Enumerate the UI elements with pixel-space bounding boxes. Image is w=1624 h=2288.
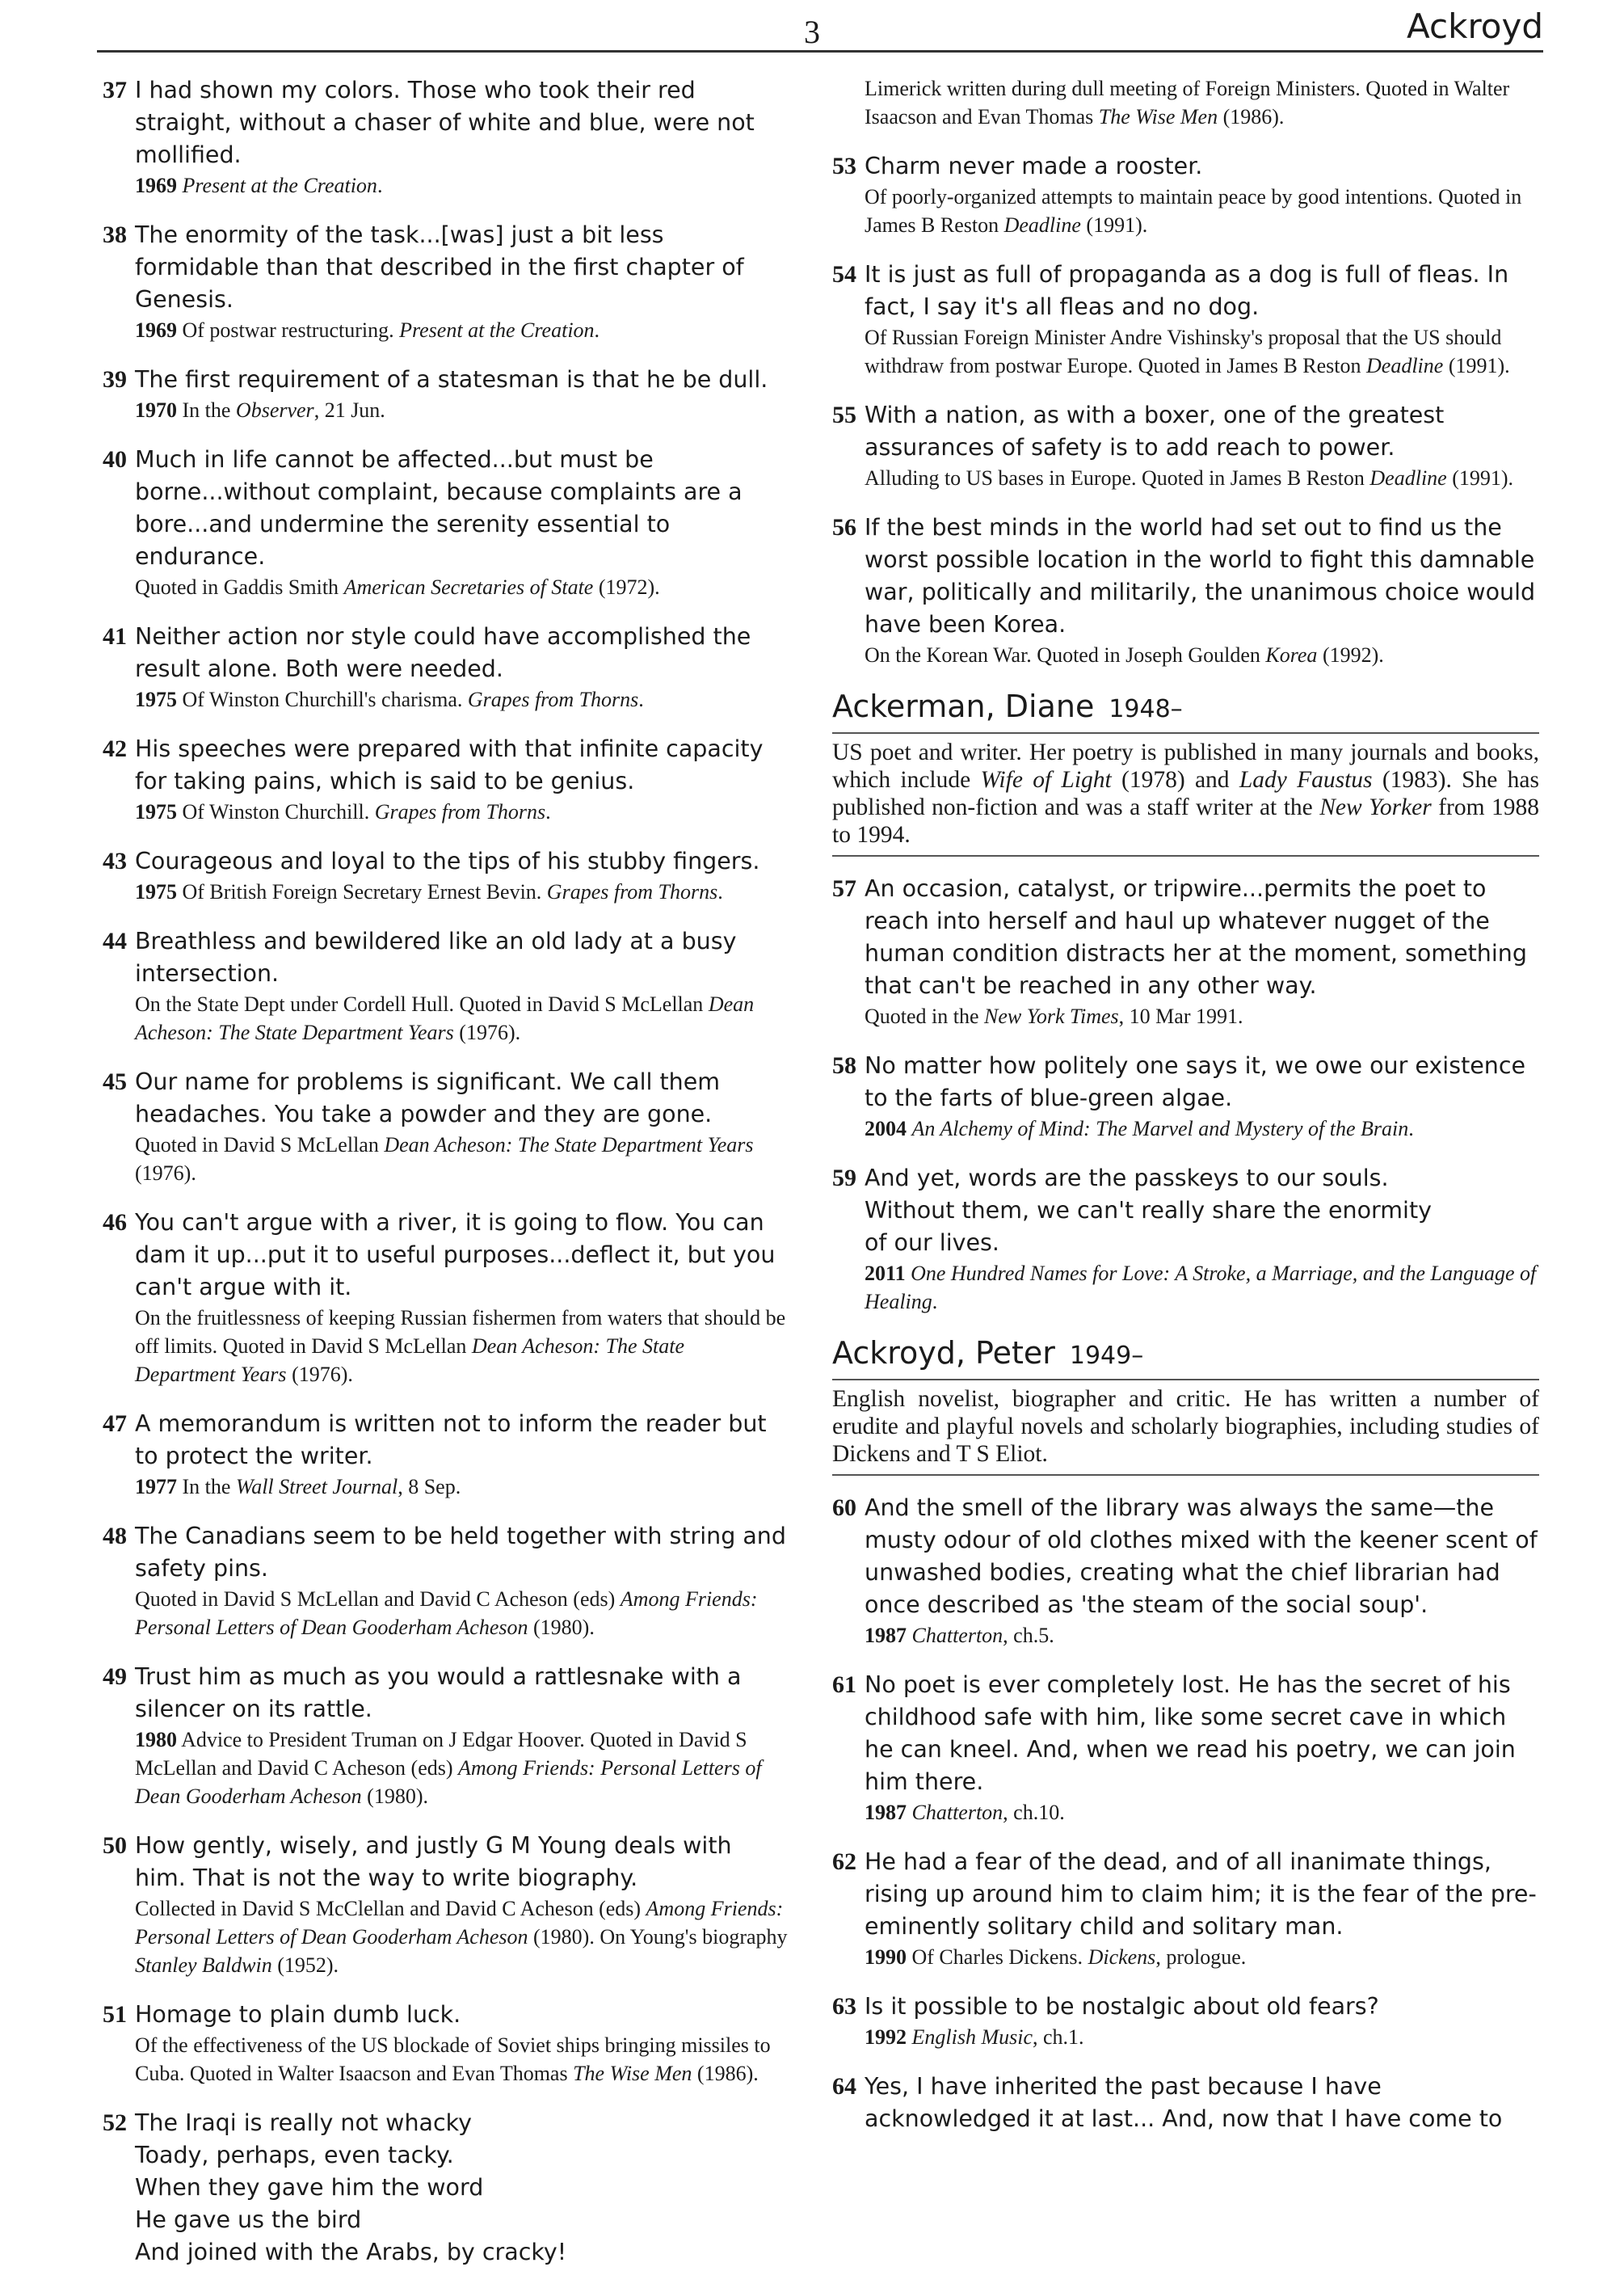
quote-text: A memorandum is written not to inform the reader but to protect the writer. <box>135 1410 767 1469</box>
source-text: Of postwar restructuring. <box>177 318 400 342</box>
italic-title: One Hundred Names for Love: A Stroke, a Marriage, and the Language of Healing <box>865 1262 1537 1313</box>
source-text: Of poorly-organized attempts to maintain peace by good intentions. Quoted in James B Reston <box>865 185 1522 237</box>
source-text: (1978) and <box>1111 767 1239 793</box>
quote-text: An occasion, catalyst, or tripwire...permits the poet to reach into herself and haul up whatever nugget of the human condition distracts her at the moment, something that can't be reached in any other way. <box>865 875 1527 999</box>
quote-number: 45 <box>103 1068 127 1095</box>
quote-source <box>865 1798 1539 1827</box>
year: 1987 <box>865 1801 907 1824</box>
quote-entry <box>832 2071 1539 2135</box>
source-text: , ch.5. <box>1003 1624 1054 1647</box>
quote-source <box>865 183 1539 239</box>
quote-entry <box>103 364 788 424</box>
source-text: Of the effectiveness of the US blockade of Soviet ships bringing missiles to Cuba. Quoted in Walter Isaacson and Evan Thomas <box>135 2033 771 2085</box>
quote-entry <box>103 219 788 344</box>
author-name: Ackerman, Diane <box>832 689 1095 724</box>
year: 1992 <box>865 2025 907 2049</box>
quote-text: The Canadians seem to be held together with string and safety pins. <box>135 1523 786 1582</box>
author-name: Ackroyd, Peter <box>832 1335 1055 1371</box>
source-text: , 10 Mar 1991. <box>1118 1005 1243 1028</box>
quote-source <box>865 74 1539 131</box>
quote-number: 54 <box>832 261 856 288</box>
year: 1969 <box>135 174 177 197</box>
quote-text: Homage to plain dumb luck. <box>135 2001 461 2028</box>
quote-entry <box>103 1066 788 1187</box>
quote-text: Yes, I have inherited the past because I have acknowledged it at last... And, now that I have come to <box>865 2073 1503 2132</box>
quote-number: 39 <box>103 366 127 393</box>
quote-source <box>135 798 788 826</box>
source-text: . <box>638 688 644 711</box>
quote-text: Breathless and bewildered like an old lady at a busy intersection. <box>135 928 737 987</box>
source-text: . <box>377 174 383 197</box>
italic-title: Chatterton <box>911 1801 1003 1824</box>
italic-title: Grapes from Thorns <box>546 880 718 904</box>
quote-number: 62 <box>832 1848 856 1875</box>
author-bio <box>832 1379 1539 1476</box>
source-text: , prologue. <box>1155 1945 1247 1969</box>
italic-title: Observer <box>235 398 314 422</box>
quote-number: 46 <box>103 1209 127 1236</box>
quote-source <box>865 464 1539 492</box>
quote-entry <box>103 74 788 200</box>
quote-source <box>135 685 788 714</box>
quote-entry <box>103 1999 788 2088</box>
quote-entry <box>103 733 788 826</box>
source-text: Of British Foreign Secretary Ernest Bevin. <box>177 880 547 904</box>
quote-number: 51 <box>103 2001 127 2028</box>
quote-text: Neither action nor style could have accomplished the result alone. Both were needed. <box>135 623 751 682</box>
quote-source <box>135 1725 788 1810</box>
quote-number: 58 <box>832 1052 856 1079</box>
source-text: (1952). <box>271 1953 339 1977</box>
source-text: Limerick written during dull meeting of Foreign Ministers. Quoted in Walter Isaacson and Evan Thomas <box>865 77 1510 129</box>
quote-entry <box>103 1830 788 1979</box>
quote-entry <box>103 845 788 906</box>
source-text: (1976). <box>453 1021 521 1044</box>
quote-text: How gently, wisely, and justly G M Young deals with him. That is not the way to write biography. <box>135 1832 732 1891</box>
quote-source <box>865 1115 1539 1143</box>
quote-source <box>865 1259 1539 1316</box>
author-dates: 1948– <box>1109 695 1183 723</box>
quote-entry <box>103 2107 788 2269</box>
author-heading <box>832 1335 1539 1371</box>
quote-number: 60 <box>832 1494 856 1521</box>
year: 1969 <box>135 318 177 342</box>
quote-entry <box>832 873 1539 1030</box>
quote-entry <box>832 1492 1539 1650</box>
source-text: Of Charles Dickens. <box>907 1945 1088 1969</box>
year: 2004 <box>865 1117 907 1140</box>
quote-number: 47 <box>103 1410 127 1437</box>
year: 1970 <box>135 398 177 422</box>
quote-text: You can't argue with a river, it is going to flow. You can dam it up...put it to useful purposes...deflect it, but you can't argue with it. <box>135 1209 776 1300</box>
source-text: . <box>1408 1117 1414 1140</box>
quote-text: Is it possible to be nostalgic about old fears? <box>865 1993 1379 2020</box>
source-text: (1992). <box>1317 643 1384 667</box>
quote-entry <box>832 1846 1539 1971</box>
quote-source <box>135 2031 788 2088</box>
italic-title: The Wise Men <box>1098 105 1218 129</box>
quote-text: Courageous and loyal to the tips of his stubby fingers. <box>135 848 760 874</box>
source-text: On the Korean War. Quoted in Joseph Goulden <box>865 643 1266 667</box>
quote-entry <box>103 1207 788 1388</box>
quote-entry <box>832 399 1539 492</box>
quote-source <box>135 171 788 200</box>
quote-text: His speeches were prepared with that infinite capacity for taking pains, which is said to be genius. <box>135 735 764 794</box>
quote-entry <box>832 1050 1539 1143</box>
year: 1980 <box>135 1728 177 1751</box>
quote-entry <box>103 1408 788 1501</box>
year: 1975 <box>135 688 177 711</box>
quote-entry <box>103 1661 788 1810</box>
quote-source <box>135 1585 788 1641</box>
source-text: US poet and writer. Her poetry is published in many journals and books, which include <box>832 739 1539 793</box>
quote-text: Trust him as much as you would a rattlesnake with a silencer on its rattle. <box>135 1663 742 1722</box>
quote-source <box>865 1621 1539 1650</box>
quote-text: The first requirement of a statesman is that he be dull. <box>135 366 768 393</box>
italic-title: Present at the Creation <box>182 174 377 197</box>
year: 2011 <box>865 1262 906 1285</box>
source-text: Of Russian Foreign Minister Andre Vishinsky's proposal that the US should withdraw from postwar Europe. Quoted in James B Reston <box>865 326 1502 377</box>
quote-list <box>832 1492 1539 2135</box>
source-text: Advice to President Truman on J Edgar Hoover. Quoted in David S McLellan and David C Acheson (eds) <box>135 1728 747 1780</box>
source-text: Quoted in David S McLellan and David C Acheson (eds) <box>135 1587 621 1611</box>
quote-number: 43 <box>103 848 127 874</box>
quote-source <box>865 323 1539 380</box>
quote-number: 53 <box>832 153 856 179</box>
quote-entry <box>832 1669 1539 1827</box>
source-text: Of Winston Churchill. <box>177 800 375 824</box>
italic-title: Wife of Light <box>980 767 1112 793</box>
quote-text: With a nation, as with a boxer, one of the greatest assurances of safety is to add reach to power. <box>865 402 1445 461</box>
quote-source <box>865 1943 1539 1971</box>
italic-title: Dean Acheson: The State Department Years <box>384 1133 754 1157</box>
italic-title: Among Friends: Personal Letters of Dean Gooderham Acheson <box>135 1756 762 1808</box>
author-bio <box>832 732 1539 857</box>
running-head: Ackroyd <box>1407 6 1543 46</box>
quote-text: No matter how politely one says it, we owe our existence to the farts of blue-green algae. <box>865 1052 1526 1111</box>
quote-number: 37 <box>103 77 127 103</box>
quote-text: Much in life cannot be affected...but must be borne...without complaint, because complaints are a bore...and undermine the serenity essential to endurance. <box>135 446 743 570</box>
quote-text: Our name for problems is significant. We call them headaches. You take a powder and they are gone. <box>135 1068 721 1127</box>
quote-source <box>135 1131 788 1187</box>
quote-number: 52 <box>103 2109 127 2136</box>
quote-entry <box>832 512 1539 669</box>
source-text: Quoted in David S McLellan <box>135 1133 385 1157</box>
page-number: 3 <box>804 14 820 50</box>
italic-title: Deadline <box>1366 354 1444 377</box>
quote-text: And the smell of the library was always the same—the musty odour of old clothes mixed with the keener scent of unwashed bodies, creating what the chief librarian had once described as 'the steam of the social soup'. <box>865 1494 1538 1618</box>
italic-title: Korea <box>1265 643 1318 667</box>
quote-number: 57 <box>832 875 856 902</box>
quote-number: 41 <box>103 623 127 650</box>
quote-number: 49 <box>103 1663 127 1690</box>
source-text: . <box>717 880 723 904</box>
italic-title: The Wise Men <box>573 2062 692 2085</box>
source-text: Quoted in the <box>865 1005 985 1028</box>
quote-source <box>135 316 788 344</box>
quote-continuation <box>832 74 1539 131</box>
quote-source <box>865 1002 1539 1030</box>
italic-title: Dean Acheson: The State Department Years <box>135 1334 684 1386</box>
italic-title: Stanley Baldwin <box>135 1953 272 1977</box>
source-text: Quoted in Gaddis Smith <box>135 575 344 599</box>
quote-entry <box>832 1991 1539 2051</box>
source-text: (1980). <box>361 1784 428 1808</box>
quote-text: I had shown my colors. Those who took their red straight, without a chaser of white and blue, were not mollified. <box>135 77 755 168</box>
quote-entry <box>103 621 788 714</box>
source-text: (1980). On Young's biography <box>528 1925 788 1949</box>
quote-number: 56 <box>832 514 856 541</box>
year: 1987 <box>865 1624 907 1647</box>
year: 1990 <box>865 1945 907 1969</box>
source-text: . <box>594 318 600 342</box>
quote-list <box>832 873 1539 1316</box>
italic-title: New York Times <box>984 1005 1119 1028</box>
year: 1977 <box>135 1475 177 1498</box>
quote-number: 44 <box>103 928 127 954</box>
quote-source <box>865 641 1539 669</box>
italic-title: Lady Faustus <box>1239 767 1373 793</box>
source-text: , 8 Sep. <box>398 1475 461 1498</box>
quote-source <box>135 1304 788 1388</box>
source-text: (1991). <box>1446 466 1514 490</box>
italic-title: Wall Street Journal <box>235 1475 398 1498</box>
quote-number: 50 <box>103 1832 127 1859</box>
quote-text: And yet, words are the passkeys to our souls. Without them, we can't really share the enormity of our lives. <box>865 1165 1432 1256</box>
quote-entry <box>103 444 788 601</box>
source-text: On the State Dept under Cordell Hull. Quoted in David S McLellan <box>135 992 709 1016</box>
quote-text: The Iraqi is really not whacky Toady, perhaps, even tacky. When they gave him the word He gave us the bird And joined with the Arabs, by cracky! <box>135 2109 567 2265</box>
year: 1975 <box>135 800 177 824</box>
italic-title: Among Friends: Personal Letters of Dean Gooderham Acheson <box>135 1897 784 1949</box>
quote-text: Charm never made a rooster. <box>865 153 1203 179</box>
italic-title: An Alchemy of Mind: The Marvel and Mystery of the Brain <box>911 1117 1409 1140</box>
quote-entry <box>832 150 1539 239</box>
source-text: , 21 Jun. <box>313 398 385 422</box>
italic-title: Dickens <box>1088 1945 1156 1969</box>
quote-text: The enormity of the task...[was] just a bit less formidable than that described in the first chapter of Genesis. <box>135 221 744 313</box>
quote-source <box>135 573 788 601</box>
source-text: (1976). <box>135 1161 196 1185</box>
source-text: In the <box>177 398 236 422</box>
quote-text: He had a fear of the dead, and of all inanimate things, rising up around him to claim him; it is the fear of the pre-eminently solitary child and solitary man. <box>865 1848 1537 1940</box>
italic-title: Among Friends: Personal Letters of Dean Gooderham Acheson <box>135 1587 758 1639</box>
quote-entry <box>103 925 788 1047</box>
quote-list <box>832 150 1539 669</box>
quote-source <box>865 2023 1539 2051</box>
source-text: (1976). <box>286 1363 353 1386</box>
quote-entry <box>832 259 1539 380</box>
source-text: . <box>932 1290 938 1313</box>
author-dates: 1949– <box>1069 1342 1144 1370</box>
left-column <box>103 74 788 2288</box>
source-text: (1972). <box>593 575 660 599</box>
source-text: (1986). <box>1218 105 1285 129</box>
quote-number: 42 <box>103 735 127 762</box>
source-text: , ch.10. <box>1003 1801 1065 1824</box>
quote-source <box>135 396 788 424</box>
quote-source <box>135 1473 788 1501</box>
header-rule <box>97 50 1543 53</box>
quote-entry <box>832 1162 1539 1316</box>
quote-source <box>135 990 788 1047</box>
quote-number: 59 <box>832 1165 856 1191</box>
italic-title: Deadline <box>1369 466 1447 490</box>
italic-title: Deadline <box>1003 213 1081 237</box>
quote-entry <box>103 1520 788 1641</box>
italic-title: New Yorker <box>1319 794 1432 820</box>
source-text: Collected in David S McClellan and David C Acheson (eds) <box>135 1897 646 1920</box>
source-text: (1991). <box>1443 354 1510 377</box>
source-text: from 1988 to 1994. <box>832 794 1540 848</box>
quote-source <box>135 1894 788 1979</box>
quote-number: 40 <box>103 446 127 473</box>
source-text: In the <box>177 1475 236 1498</box>
italic-title: English Music <box>911 2025 1033 2049</box>
quote-text: If the best minds in the world had set out to find us the worst possible location in the world to fight this damnable war, politically and militarily, the unanimous choice would have been Korea. <box>865 514 1536 638</box>
italic-title: American Secretaries of State <box>343 575 594 599</box>
italic-title: Dean Acheson: The State Department Years <box>135 992 755 1044</box>
italic-title: Grapes from Thorns <box>374 800 546 824</box>
source-text: (1986). <box>692 2062 759 2085</box>
source-text: On the fruitlessness of keeping Russian fishermen from waters that should be off limits. Quoted in David S McLellan <box>135 1306 786 1358</box>
year: 1975 <box>135 880 177 904</box>
quote-number: 64 <box>832 2073 856 2100</box>
source-text: (1983). She has published non-fiction and was a staff writer at the <box>832 767 1539 820</box>
quote-source <box>135 878 788 906</box>
source-text: English novelist, biographer and critic. He has written a number of erudite and playful novels and scholarly biographies, including studies of Dickens and T S Eliot. <box>832 1386 1539 1467</box>
quote-number: 63 <box>832 1993 856 2020</box>
italic-title: Grapes from Thorns <box>467 688 639 711</box>
author-heading <box>832 689 1539 724</box>
source-text: , ch.1. <box>1033 2025 1084 2049</box>
source-text: (1980). <box>528 1616 595 1639</box>
right-column <box>832 74 1539 2155</box>
italic-title: Present at the Creation <box>399 318 595 342</box>
source-text: . <box>545 800 551 824</box>
italic-title: Chatterton <box>911 1624 1003 1647</box>
quote-number: 55 <box>832 402 856 428</box>
quote-number: 61 <box>832 1671 856 1698</box>
source-text: Alluding to US bases in Europe. Quoted in James B Reston <box>865 466 1370 490</box>
quote-text: It is just as full of propaganda as a dog is full of fleas. In fact, I say it's all fleas and no dog. <box>865 261 1509 320</box>
quote-text: No poet is ever completely lost. He has the secret of his childhood safe with him, like some secret cave in which he can kneel. And, when we read his poetry, we can join him there. <box>865 1671 1516 1795</box>
source-text: Of Winston Churchill's charisma. <box>177 688 468 711</box>
source-text: (1991). <box>1080 213 1148 237</box>
quote-number: 38 <box>103 221 127 248</box>
quote-number: 48 <box>103 1523 127 1549</box>
